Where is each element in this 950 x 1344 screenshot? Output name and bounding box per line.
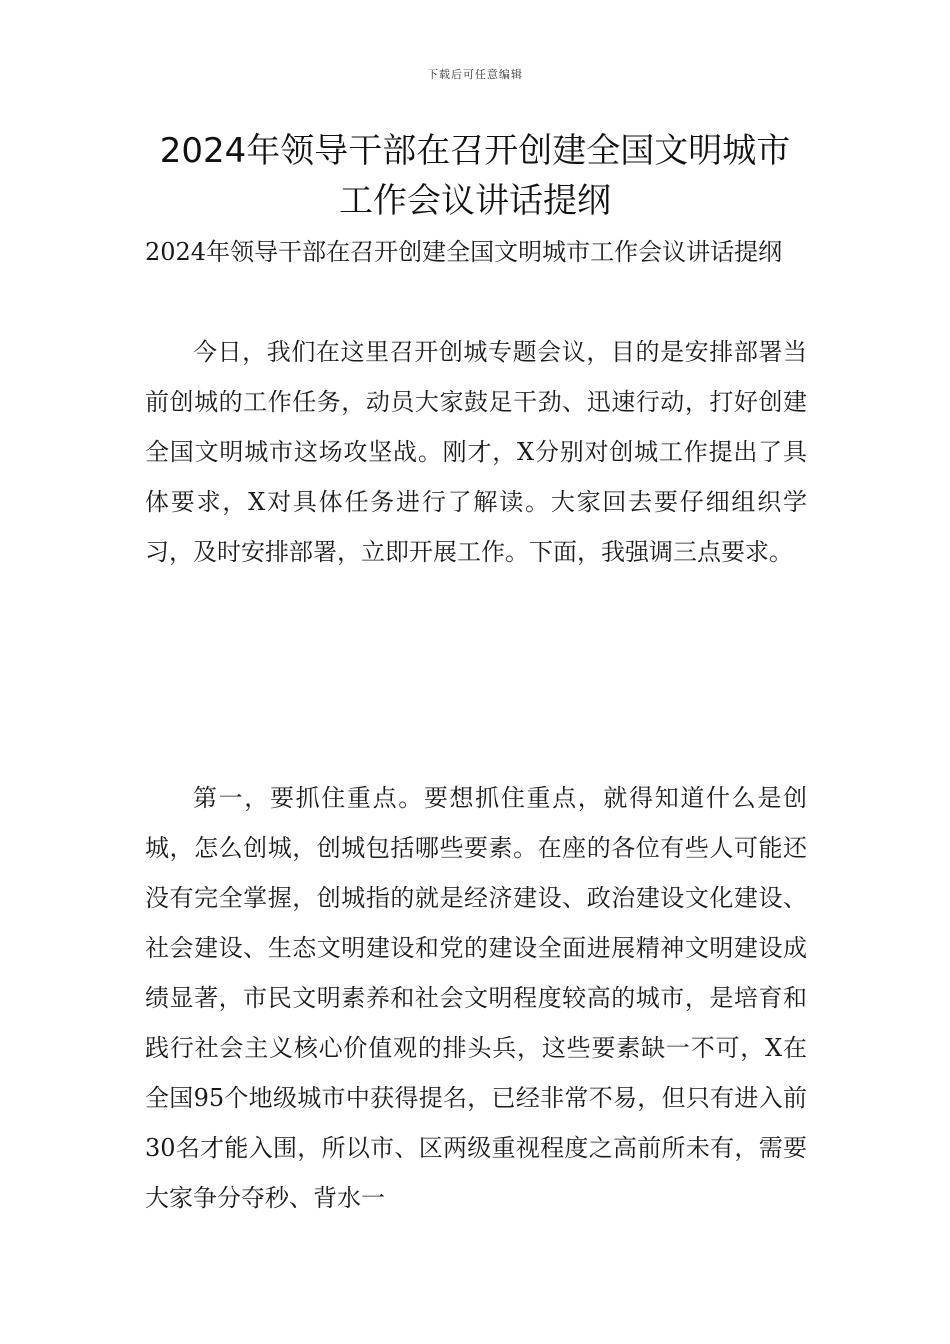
paragraph-intro: 今日，我们在这里召开创城专题会议，目的是安排部署当前创城的工作任务，动员大家鼓足干劲、迅速行动，打好创建全国文明城市这场攻坚战。刚才，X分别对创城工作提出了具体要求，X对具体任务进行了解读。大家回去要仔细组织学习，及时安排部署，立即开展工作。下面，我强调三点要求。 <box>145 338 807 566</box>
paragraph-first-point: 第一，要抓住重点。要想抓住重点，就得知道什么是创城，怎么创城，创城包括哪些要素。在座的各位有些人可能还没有完全掌握，创城指的就是经济建设、政治建设文化建设、社会建设、生态文明建设和党的建设全面进展精神文明建设成绩显著，市民文明素养和社会文明程度较高的城市，是培育和践行社会主义核心价值观的排头兵，这些要素缺一不可，X在全国95个地级城市中获得提名，已经非常不易，但只有进入前30名才能入围，所以市、区两级重视程度之高前所未有，需要大家争分夺秒、背水一 <box>145 784 807 1212</box>
header-note: 下载后可任意编辑 <box>427 68 523 81</box>
title-line-2: 工作会议讲话提纲 <box>339 181 611 221</box>
document-subtitle: 2024年领导干部在召开创建全国文明城市工作会议讲话提纲 <box>145 238 783 266</box>
title-line-1: 2024年领导干部在召开创建全国文明城市 <box>159 131 791 171</box>
document-title <box>120 126 830 226</box>
